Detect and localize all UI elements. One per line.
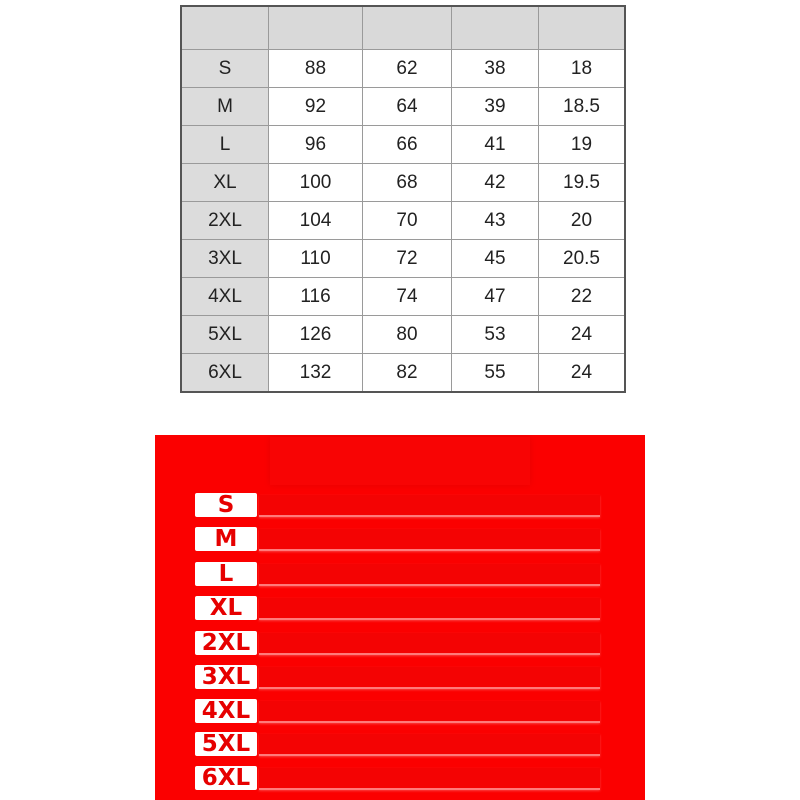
size-label: 2XL [195,631,257,655]
red-size-row [195,766,600,792]
table-row [181,354,625,393]
value-cell: 68 [363,164,452,202]
value-cell: 96 [269,126,363,164]
value-cell: 20 [539,202,626,240]
red-size-row [195,732,600,758]
value-cell: 22 [539,278,626,316]
size-cell: 5XL [181,316,269,354]
table-row [181,316,625,354]
table-row [181,202,625,240]
size-label: S [195,493,257,517]
table-row [181,240,625,278]
size-label: 4XL [195,699,257,723]
size-bar [259,768,600,790]
header-cell-size [181,6,269,50]
red-panel-header [270,437,530,485]
table-row [181,126,625,164]
red-size-panel [155,435,645,800]
value-cell: 43 [452,202,539,240]
value-cell: 55 [452,354,539,393]
size-label: M [195,527,257,551]
size-label: 6XL [195,766,257,790]
red-size-row [195,527,600,553]
header-cell-1 [269,6,363,50]
value-cell: 19.5 [539,164,626,202]
size-bar [259,667,600,689]
size-bar [259,495,600,517]
value-cell: 53 [452,316,539,354]
value-cell: 82 [363,354,452,393]
value-cell: 38 [452,50,539,88]
size-label: 3XL [195,665,257,689]
size-bar [259,701,600,723]
size-bar [259,529,600,551]
value-cell: 74 [363,278,452,316]
value-cell: 116 [269,278,363,316]
value-cell: 18 [539,50,626,88]
size-chart-table [180,5,626,393]
value-cell: 62 [363,50,452,88]
size-cell: L [181,126,269,164]
value-cell: 45 [452,240,539,278]
size-label: L [195,562,257,586]
value-cell: 100 [269,164,363,202]
size-cell: M [181,88,269,126]
value-cell: 41 [452,126,539,164]
value-cell: 104 [269,202,363,240]
value-cell: 24 [539,316,626,354]
value-cell: 18.5 [539,88,626,126]
size-label: XL [195,596,257,620]
header-cell-3 [452,6,539,50]
red-size-row [195,699,600,725]
value-cell: 72 [363,240,452,278]
size-cell: 2XL [181,202,269,240]
table-row [181,50,625,88]
table-row [181,88,625,126]
red-size-row [195,493,600,519]
value-cell: 88 [269,50,363,88]
red-size-row [195,665,600,691]
red-size-row [195,562,600,588]
size-label: 5XL [195,732,257,756]
header-cell-2 [363,6,452,50]
size-cell: 4XL [181,278,269,316]
table-row [181,278,625,316]
size-cell: 6XL [181,354,269,393]
value-cell: 92 [269,88,363,126]
value-cell: 42 [452,164,539,202]
value-cell: 132 [269,354,363,393]
value-cell: 19 [539,126,626,164]
size-bar [259,633,600,655]
value-cell: 39 [452,88,539,126]
value-cell: 126 [269,316,363,354]
value-cell: 20.5 [539,240,626,278]
red-size-row [195,631,600,657]
size-bar [259,564,600,586]
table-row [181,164,625,202]
value-cell: 24 [539,354,626,393]
red-size-row [195,596,600,622]
value-cell: 47 [452,278,539,316]
size-cell: 3XL [181,240,269,278]
value-cell: 70 [363,202,452,240]
value-cell: 80 [363,316,452,354]
table-header-row [181,6,625,50]
header-cell-4 [539,6,626,50]
size-bar [259,598,600,620]
size-cell: XL [181,164,269,202]
size-bar [259,734,600,756]
value-cell: 66 [363,126,452,164]
value-cell: 64 [363,88,452,126]
size-cell: S [181,50,269,88]
value-cell: 110 [269,240,363,278]
